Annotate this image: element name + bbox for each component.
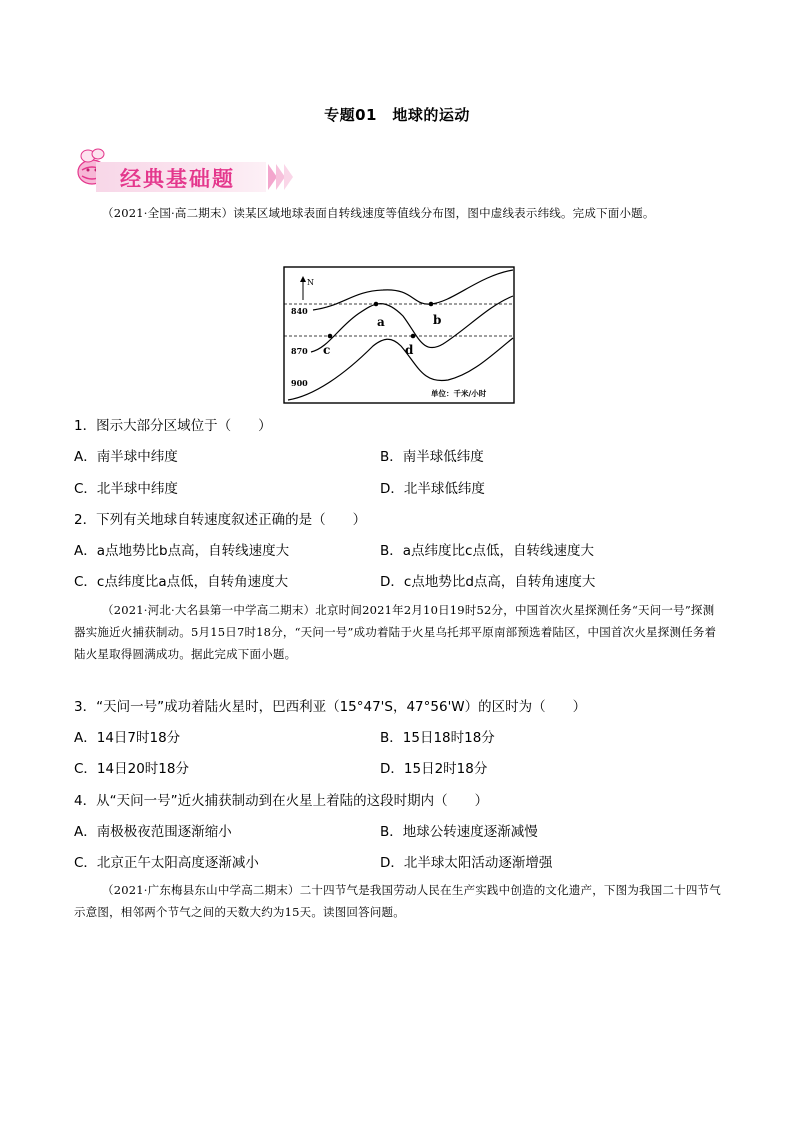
point-label: d (405, 343, 414, 357)
section-banner (70, 142, 300, 198)
unit-label: 单位：千米/小时 (431, 389, 487, 398)
option-a[interactable]: A．南半球中纬度 (74, 449, 178, 465)
isoline-figure (283, 266, 515, 404)
intro-paragraph-2: （2021·河北·大名县第一中学高二期末）北京时间2021年2月10日19时52分，中国首次火星探测任务“天问一号”探测器实施近火捕获制动。5月15日7时18分，“天问一号”成功着陆于火星乌托邦平原南部预选着陆区，中国首次火星探测任务着陆火星取得圆满成功。据此完成下面小题。 (74, 603, 717, 661)
option-b[interactable]: B．地球公转速度逐渐减慢 (380, 824, 538, 840)
isoline-label: 900 (291, 378, 308, 388)
isoline-label: 870 (291, 346, 308, 356)
isoline-label: 840 (291, 306, 308, 316)
option-d[interactable]: D．北半球低纬度 (380, 481, 485, 497)
option-c[interactable]: C．北半球中纬度 (74, 481, 178, 497)
option-c[interactable]: C．14日20时18分 (74, 761, 189, 777)
page-title: 专题01 地球的运动 (324, 106, 470, 124)
option-d[interactable]: D．北半球太阳活动逐渐增强 (380, 855, 553, 871)
banner-label: 经典基础题 (120, 167, 235, 191)
intro-paragraph-3: （2021·广东梅县东山中学高二期末）二十四节气是我国劳动人民在生产实践中创造的文化遗产，下图为我国二十四节气示意图，相邻两个节气之间的天数大约为15天。读图回答问题。 (74, 883, 721, 919)
option-a[interactable]: A．a点地势比b点高，自转线速度大 (74, 543, 290, 559)
option-b[interactable]: B．南半球低纬度 (380, 449, 484, 465)
option-c[interactable]: C．北京正午太阳高度逐渐减小 (74, 855, 259, 871)
option-b[interactable]: B．a点纬度比c点低，自转线速度大 (380, 543, 594, 559)
question-stem: 2．下列有关地球自转速度叙述正确的是（ ） (74, 512, 367, 528)
option-a[interactable]: A．南极极夜范围逐渐缩小 (74, 824, 232, 840)
question-stem: 1．图示大部分区域位于（ ） (74, 418, 272, 434)
point-label: b (433, 313, 442, 327)
option-b[interactable]: B．15日18时18分 (380, 730, 495, 746)
point-label: c (323, 343, 331, 357)
north-label: N (307, 278, 314, 287)
option-a[interactable]: A．14日7时18分 (74, 730, 181, 746)
option-c[interactable]: C．c点纬度比a点低，自转角速度大 (74, 574, 289, 590)
chevron-icon (284, 164, 293, 190)
point-label: a (377, 315, 385, 329)
question-stem: 4．从“天问一号”近火捕获制动到在火星上着陆的这段时期内（ ） (74, 793, 489, 809)
question-stem: 3．“天问一号”成功着陆火星时，巴西利亚（15°47'S，47°56'W）的区时为（ ） (74, 699, 587, 715)
intro-paragraph-1: （2021·全国·高二期末）读某区域地球表面自转线速度等值线分布图，图中虚线表示纬线。完成下面小题。 (102, 206, 655, 220)
option-d[interactable]: D．c点地势比d点高，自转角速度大 (380, 574, 596, 590)
option-d[interactable]: D．15日2时18分 (380, 761, 488, 777)
